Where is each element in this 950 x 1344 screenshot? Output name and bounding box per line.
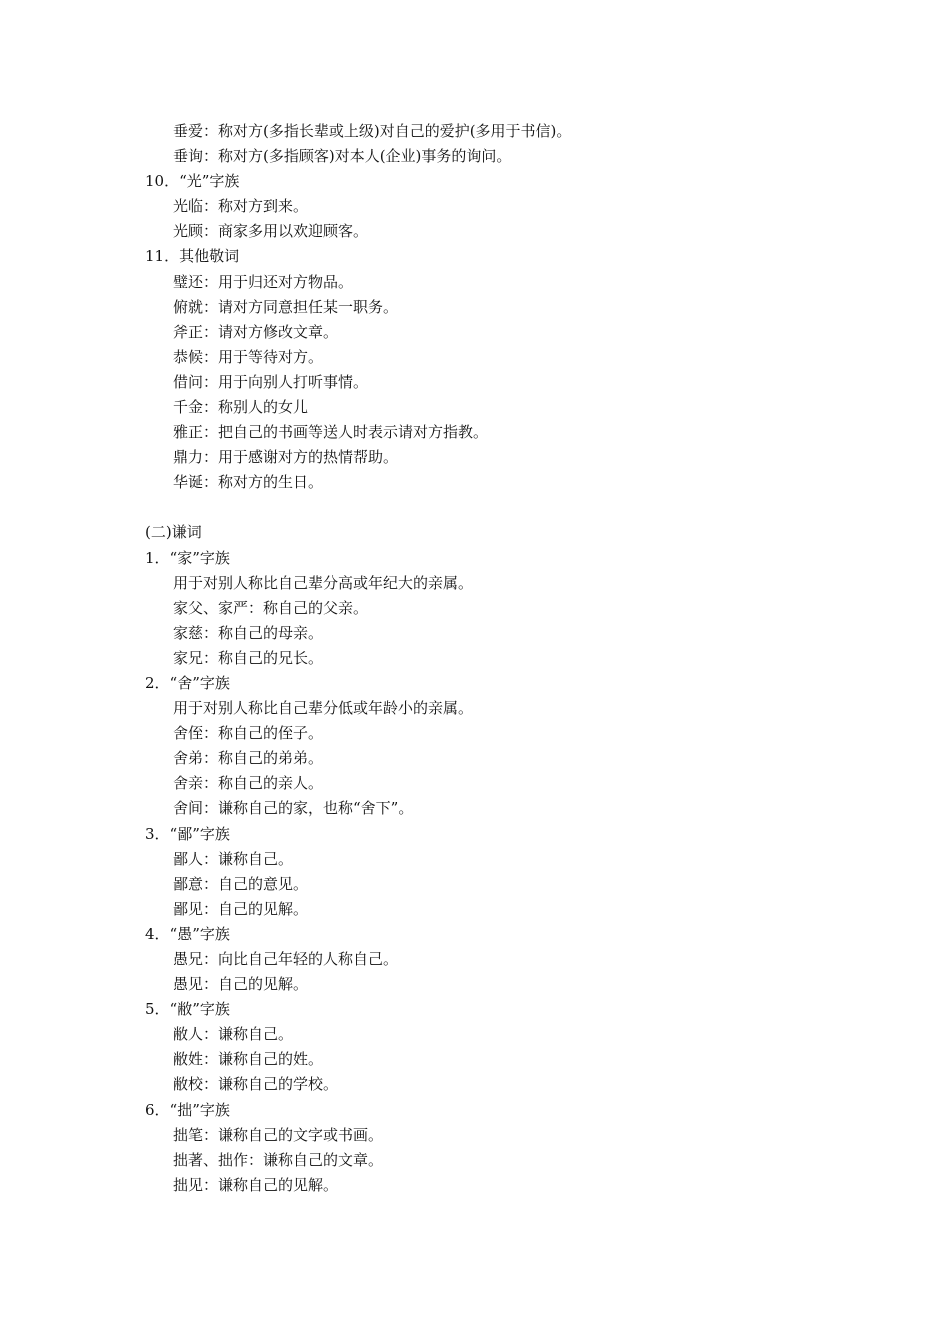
group-heading-zhuo: 6．“拙”字族 xyxy=(145,1100,230,1119)
entry-ding-li: 鼎力：用于感谢对方的热情帮助。 xyxy=(173,448,399,467)
list-item: 家父、家严：称自己的父亲。 xyxy=(173,598,369,617)
list-item: 拙著、拙作：谦称自己的文章。 xyxy=(173,1150,384,1169)
list-item: 鄙人：谦称自己。 xyxy=(173,849,294,868)
section-title-humble: (二)谦词 xyxy=(145,523,202,542)
group-heading-other: 11．其他敬词 xyxy=(145,247,240,266)
list-item: 鄙见：自己的见解。 xyxy=(173,899,309,918)
list-item: 用于对别人称比自己辈分高或年纪大的亲属。 xyxy=(173,573,474,592)
entry-fu-zheng: 斧正：请对方修改文章。 xyxy=(173,322,339,341)
group-heading-yu: 4．“愚”字族 xyxy=(145,924,230,943)
group-heading-bi: 3．“鄙”字族 xyxy=(145,824,230,843)
group-heading-guang: 10．“光”字族 xyxy=(145,172,240,191)
entry-guang-gu: 光顾：商家多用以欢迎顾客。 xyxy=(173,222,369,241)
list-item: 舍侄：称自己的侄子。 xyxy=(173,724,324,743)
list-item: 舍亲：称自己的亲人。 xyxy=(173,774,324,793)
list-item: 敝姓：谦称自己的姓。 xyxy=(173,1050,324,1069)
list-item: 用于对别人称比自己辈分低或年龄小的亲属。 xyxy=(173,699,474,718)
list-item: 拙笔：谦称自己的文字或书画。 xyxy=(173,1125,384,1144)
document-body xyxy=(145,119,905,1198)
group-heading-she: 2．“舍”字族 xyxy=(145,673,230,692)
entry-ya-zheng: 雅正：把自己的书画等送人时表示请对方指教。 xyxy=(173,423,489,442)
group-heading-jia: 1．“家”字族 xyxy=(145,548,230,567)
entry-guang-lin: 光临：称对方到来。 xyxy=(173,197,309,216)
list-item: 愚见：自己的见解。 xyxy=(173,975,309,994)
entry-bi-huan: 璧还：用于归还对方物品。 xyxy=(173,272,354,291)
entry-jie-wen: 借问：用于向别人打听事情。 xyxy=(173,372,369,391)
list-item: 愚兄：向比自己年轻的人称自己。 xyxy=(173,950,399,968)
list-item: 舍弟：称自己的弟弟。 xyxy=(173,749,324,768)
list-item: 鄙意：自己的意见。 xyxy=(173,874,309,893)
entry-hua-dan: 华诞：称对方的生日。 xyxy=(173,473,324,492)
section-gap xyxy=(145,495,905,520)
entry-chui-ai: 垂爱：称对方(多指长辈或上级)对自己的爱护(多用于书信)。 xyxy=(173,122,572,140)
list-item: 家慈：称自己的母亲。 xyxy=(173,623,324,642)
list-item: 敝校：谦称自己的学校。 xyxy=(173,1075,339,1094)
list-item: 敝人：谦称自己。 xyxy=(173,1025,294,1044)
list-item: 家兄：称自己的兄长。 xyxy=(173,648,324,667)
list-item: 拙见：谦称自己的见解。 xyxy=(173,1175,339,1194)
entry-fu-jiu: 俯就：请对方同意担任某一职务。 xyxy=(173,297,399,316)
entry-qian-jin: 千金：称别人的女儿 xyxy=(173,398,309,417)
list-item: 舍间：谦称自己的家，也称“舍下”。 xyxy=(173,799,414,818)
entry-gong-hou: 恭候：用于等待对方。 xyxy=(173,347,324,366)
entry-chui-xun: 垂询：称对方(多指顾客)对本人(企业)事务的询问。 xyxy=(173,147,512,166)
group-heading-bi-humble: 5．“敝”字族 xyxy=(145,1000,230,1019)
